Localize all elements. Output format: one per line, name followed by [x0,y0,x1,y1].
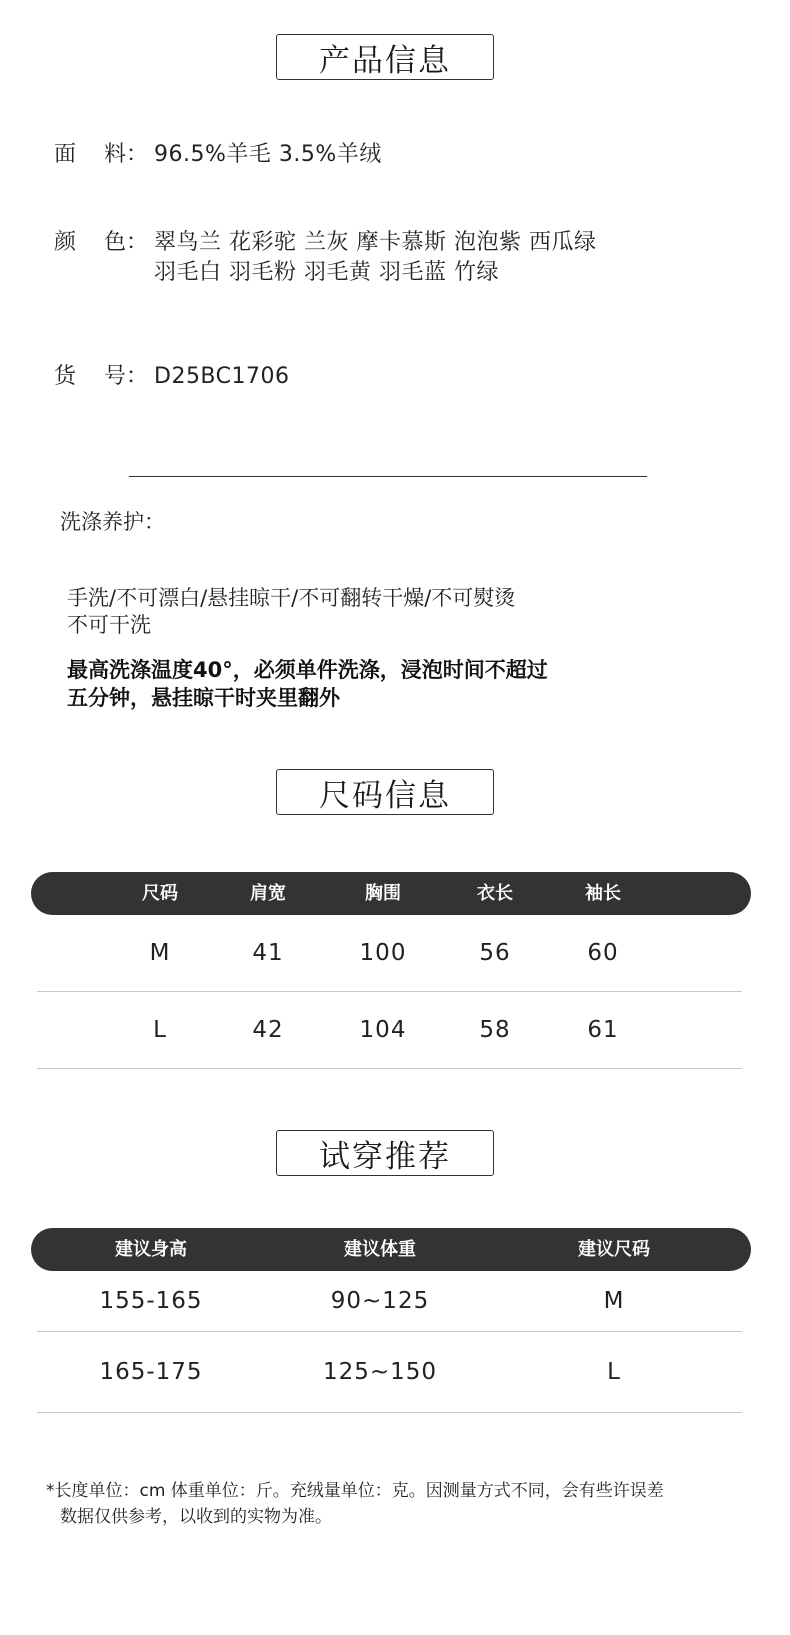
size-header-sleeve: 袖长 [585,883,621,904]
size-info-title: 尺码信息 [276,769,494,815]
chest-cell: 100 [359,940,407,966]
fit-header-size: 建议尺码 [578,1239,650,1260]
item-no-value: D25BC1706 [154,364,290,389]
divider-line [129,476,647,477]
care-title: 洗涤养护： [60,510,165,534]
weight-cell: 90~125 [330,1288,430,1314]
size-table-header [31,872,751,915]
shoulder-cell: 41 [252,940,284,966]
color-value-line1: 翠鸟兰 花彩驼 兰灰 摩卡慕斯 泡泡紫 西瓜绿 [154,230,597,255]
size-header-chest: 胸围 [365,883,401,904]
fit-table-header [31,1228,751,1271]
recommended-size-cell: L [607,1359,621,1385]
care-instructions-line1: 手洗/不可漂白/悬挂晾干/不可翻转干燥/不可熨烫 [67,586,516,610]
footnote-line2: 数据仅供参考，以收到的实物为准。 [60,1507,332,1527]
table-row [37,1332,742,1413]
footnote-line1: *长度单位：cm 体重单位：斤。充绒量单位：克。因测量方式不同，会有些许误差 [46,1481,664,1501]
table-row [37,915,742,992]
chest-cell: 104 [359,1017,407,1043]
size-cell: L [153,1017,167,1043]
height-cell: 165-175 [99,1359,203,1385]
care-instructions-line2: 不可干洗 [67,613,151,637]
shoulder-cell: 42 [252,1017,284,1043]
table-row [37,992,742,1069]
item-no-label: 货 号： [54,364,148,389]
sleeve-cell: 61 [587,1017,619,1043]
color-label: 颜 色： [54,230,148,255]
size-cell: M [149,940,171,966]
size-header-size: 尺码 [142,883,178,904]
recommended-size-cell: M [603,1288,625,1314]
sleeve-cell: 60 [587,940,619,966]
fit-recommendation-title: 试穿推荐 [276,1130,494,1176]
fabric-value: 96.5%羊毛 3.5%羊绒 [154,142,382,167]
size-header-length: 衣长 [477,883,513,904]
length-cell: 56 [479,940,511,966]
length-cell: 58 [479,1017,511,1043]
care-warning-line2: 五分钟，悬挂晾干时夹里翻外 [67,686,340,710]
table-row [37,1270,742,1332]
color-value-line2: 羽毛白 羽毛粉 羽毛黄 羽毛蓝 竹绿 [154,260,499,285]
care-warning-line1: 最高洗涤温度40°，必须单件洗涤，浸泡时间不超过 [67,658,548,682]
product-info-title: 产品信息 [276,34,494,80]
fabric-label: 面 料： [54,142,148,167]
weight-cell: 125~150 [322,1359,438,1385]
height-cell: 155-165 [99,1288,203,1314]
size-header-shoulder: 肩宽 [250,883,286,904]
fit-header-weight: 建议体重 [344,1239,416,1260]
fit-header-height: 建议身高 [115,1239,187,1260]
